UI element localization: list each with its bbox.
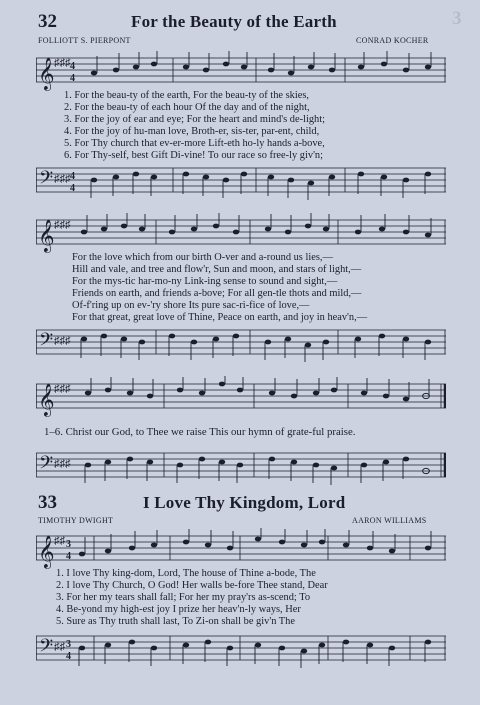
svg-text:4: 4: [70, 73, 75, 84]
hymn-33-title: I Love Thy Kingdom, Lord: [143, 493, 346, 512]
hymn-32-system-1-treble-staff: [36, 50, 446, 92]
hymn-32-s2-verse-1: For the love which from our birth O-ver and a-round us lies,—: [72, 252, 333, 263]
hymn-32-s2-verse-5: Of-f'ring up on ev-'ry shore Its pure sac-ri-fice of love,—: [72, 300, 310, 311]
hymn-32-system-3-bass-staff: [36, 445, 446, 487]
hymn-33-s1-verse-5: 5. Sure as Thy truth shall last, To Zi-on shall be giv'n The: [56, 616, 295, 627]
hymn-32-s2-verse-2: Hill and vale, and tree and flow'r, Sun and moon, and stars of light,—: [72, 264, 362, 275]
hymn-32-system-3-treble-staff: [36, 376, 446, 418]
hymn-32-system-2-bass-staff: [36, 322, 446, 364]
hymn-32-title: For the Beauty of the Earth: [131, 12, 337, 31]
svg-text:𝄞: 𝄞: [38, 59, 55, 90]
hymn-32-s1-verse-1: 1. For the beau-ty of the earth, For the beau-ty of the skies,: [64, 90, 309, 101]
svg-text:𝄢: 𝄢: [39, 329, 54, 354]
faded-page-number: 3: [452, 8, 462, 29]
svg-text:♯♯♯: ♯♯♯: [54, 57, 71, 69]
hymn-33-s1-verse-2: 2. I love Thy Church, O God! Her walls be-fore Thee stand, Dear: [56, 580, 328, 591]
svg-text:𝄞: 𝄞: [38, 537, 55, 568]
svg-text:𝄢: 𝄢: [39, 167, 54, 192]
hymn-33-number: 33: [38, 492, 57, 513]
svg-text:♯♯: ♯♯: [54, 535, 65, 547]
hymn-32-s2-verse-3: For the mys-tic har-mo-ny Link-ing sense to sound and sight,—: [72, 276, 338, 287]
hymn-33-system-1-bass-staff: [36, 628, 446, 670]
hymn-33-system-1-treble-staff: [36, 528, 446, 570]
hymn-32-system-1-bass-staff: [36, 160, 446, 202]
hymn-32-s1-verse-3: 3. For the joy of ear and eye; For the heart and mind's de-light;: [64, 114, 325, 125]
hymn-33-composer: AARON WILLIAMS: [352, 516, 427, 525]
hymn-32-s1-verse-5: 5. For Thy church that ev-er-more Lift-eth ho-ly hands a-bove,: [64, 138, 325, 149]
svg-text:4: 4: [66, 651, 71, 662]
svg-text:4: 4: [70, 171, 75, 182]
hymn-32-number: 32: [38, 11, 57, 32]
hymn-32-author: FOLLIOTT S. PIERPONT: [38, 36, 131, 45]
hymn-33-s1-verse-3: 3. For her my tears shall fall; For her my pray'rs as-scend; To: [56, 592, 311, 603]
svg-text:4: 4: [66, 551, 71, 562]
svg-text:♯♯♯: ♯♯♯: [54, 335, 71, 347]
svg-text:𝄞: 𝄞: [38, 385, 55, 416]
hymn-32-s2-verse-4: Friends on earth, and friends a-bove; For all gen-tle thots and mild,—: [72, 288, 362, 299]
hymn-32-refrain-lyrics: 1–6. Christ our God, to Thee we raise This our hymn of grate-ful praise.: [44, 426, 356, 438]
hymn-32-system-2-treble-staff: [36, 212, 446, 254]
svg-text:𝄞: 𝄞: [38, 221, 55, 252]
hymn-32-s2-verse-6: For that great, great love of Thine, Peace on earth, and joy in heav'n,—: [72, 312, 368, 323]
svg-text:♯♯: ♯♯: [54, 641, 65, 653]
svg-text:4: 4: [70, 61, 75, 72]
hymn-32-composer: CONRAD KOCHER: [356, 36, 429, 45]
svg-text:♯♯♯: ♯♯♯: [54, 458, 71, 470]
hymn-33-s1-verse-4: 4. Be-yond my high-est joy I prize her heav'n-ly ways, Her: [56, 604, 301, 615]
hymn-32-s1-verse-2: 2. For the beau-ty of each hour Of the day and of the night,: [64, 102, 310, 113]
svg-text:4: 4: [70, 183, 75, 194]
hymn-33-author: TIMOTHY DWIGHT: [38, 516, 114, 525]
svg-text:3: 3: [66, 539, 71, 550]
svg-text:♯♯♯: ♯♯♯: [54, 383, 71, 395]
hymn-33-s1-verse-1: 1. I love Thy king-dom, Lord, The house of Thine a-bode, The: [56, 568, 316, 579]
hymn-32-s1-verse-6: 6. For Thy-self, best Gift Di-vine! To our race so free-ly giv'n;: [64, 150, 324, 161]
svg-text:𝄢: 𝄢: [39, 635, 54, 660]
svg-text:3: 3: [66, 639, 71, 650]
svg-text:𝄢: 𝄢: [39, 452, 54, 477]
svg-text:♯♯♯: ♯♯♯: [54, 219, 71, 231]
svg-text:♯♯♯: ♯♯♯: [54, 173, 71, 185]
hymn-32-s1-verse-4: 4. For the joy of hu-man love, Broth-er, sis-ter, par-ent, child,: [64, 126, 320, 137]
